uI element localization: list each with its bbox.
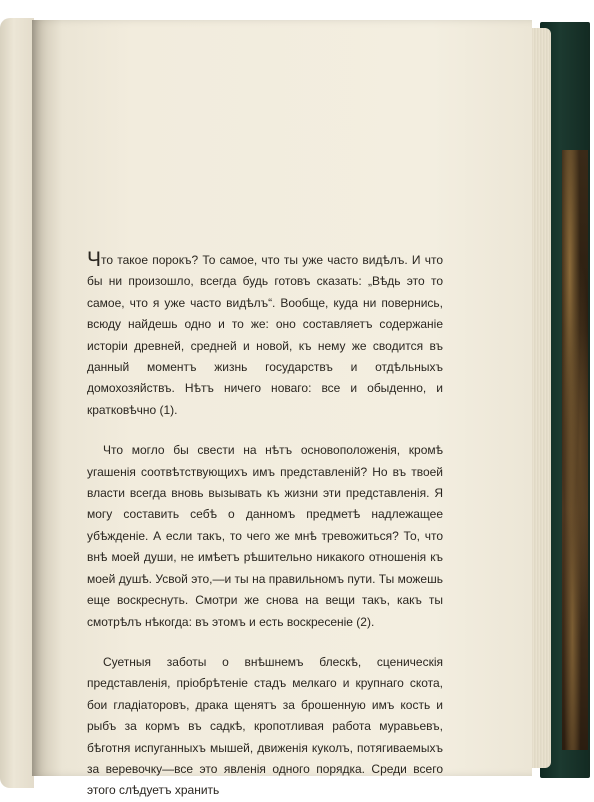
paragraph-1 <box>87 250 443 421</box>
paragraph-1-text: то такое порокъ? То самое, что ты уже часто видѣлъ. И что бы ни произошло, всегда будь готовъ сказать: „Вѣдь это то самое, что я уже часто видѣлъ“. Вообще, куда ни повернись, всюду найдешь одно и то же: оно составляетъ содержаніе исторіи древней, средней и новой, къ нему же сводится въ данный моментъ жизнь государствъ и отдѣльныхъ домохозяйствъ. Нѣтъ ничего новаго: все и обыденно, и кратковѣчно (1). <box>87 253 443 417</box>
marbled-cover <box>562 150 588 750</box>
left-page-edge <box>0 18 34 788</box>
paragraph-2: Что могло бы свести на нѣтъ основоположенія, кромѣ угашенія соотвѣтствующихъ имъ представленій? Но въ твоей власти всегда вновь вызывать къ жизни эти представленія. Я могу составить себѣ о данномъ предметѣ надлежащее убѣжденіе. А если такъ, то чего же мнѣ тревожиться? То, что внѣ моей души, не имѣетъ рѣшительно никакого отношенія къ моей душѣ. Усвой это,—и ты на правильномъ пути. Ты можешь еще воскреснуть. Смотри же снова на вещи такъ, какъ ты смотрѣлъ нѣкогда: въ этомъ и есть воскресеніе (2). <box>87 443 443 629</box>
page-text <box>87 250 443 802</box>
dropcap: Ч <box>87 248 101 271</box>
paragraph-3: Суетныя заботы о внѣшнемъ блескѣ, сценическія представленія, пріобрѣтеніе стадъ мелкаго и крупнаго скота, бои гладіаторовъ, драка щенятъ за брошенную имъ кость и рыбъ за кормъ въ садкѣ, кропотливая работа муравьевъ, бѣготня испуганныхъ мышей, движенія куколъ, потягиваемыхъ за веревочку—все это явленія одного порядка. Среди всего этого слѣдуетъ хранить <box>87 654 443 798</box>
